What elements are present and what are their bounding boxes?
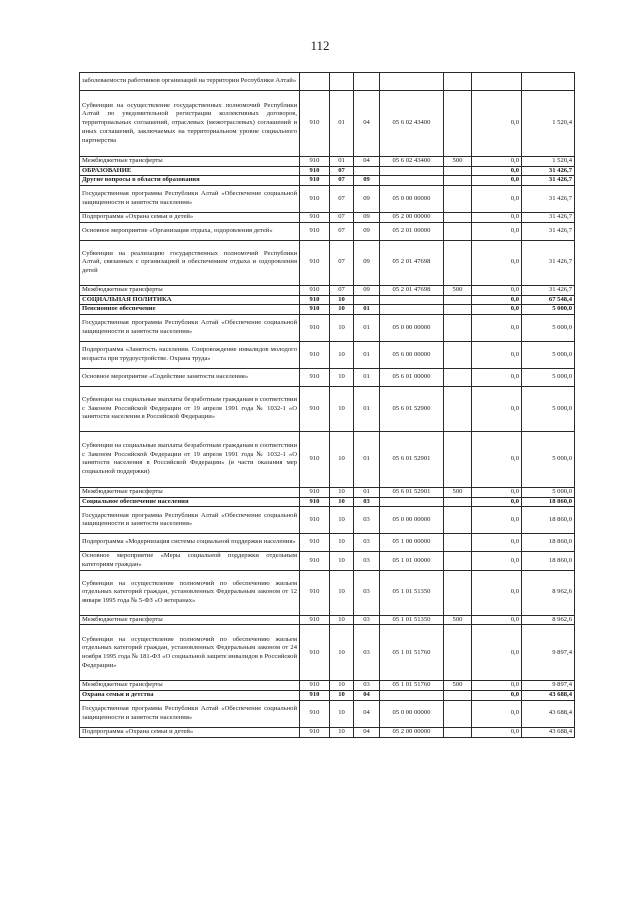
row-subsection-cell: 09 (354, 222, 380, 240)
row-section-cell: 10 (330, 497, 354, 507)
row-expense-type-cell (444, 727, 472, 737)
row-expense-type-cell: 500 (444, 681, 472, 691)
row-expense-type-cell (444, 186, 472, 213)
table-row (80, 285, 575, 295)
row-amount-1-cell: 0,0 (472, 497, 522, 507)
row-amount-1-cell: 0,0 (472, 295, 522, 305)
row-amount-2-cell: 5 000,0 (522, 341, 575, 368)
table-row (80, 507, 575, 534)
budget-table (79, 72, 575, 738)
row-amount-2-cell: 43 688,4 (522, 691, 575, 701)
row-expense-type-cell (444, 213, 472, 223)
row-target-article-cell: 05 1 00 00000 (380, 534, 444, 552)
row-expense-type-cell (444, 91, 472, 157)
row-ministry-cell: 910 (300, 222, 330, 240)
row-ministry-cell (300, 73, 330, 91)
row-subsection-cell: 09 (354, 240, 380, 285)
row-ministry-cell: 910 (300, 285, 330, 295)
row-section-cell: 10 (330, 341, 354, 368)
table-row (80, 727, 575, 737)
row-name-cell: Межбюджетные трансферты (80, 681, 300, 691)
row-amount-2-cell: 18 860,0 (522, 552, 575, 570)
row-section-cell: 01 (330, 91, 354, 157)
row-section-cell: 10 (330, 431, 354, 487)
row-name-cell: Межбюджетные трансферты (80, 487, 300, 497)
row-name-cell: Субвенции на осуществление государственных полномочий Республики Алтай по уведомительной регистрации коллективных договоров, территориальных соглашений, отраслевых (межотраслевых) соглашений и иных соглашений, заключаемых на территориальном уровне социального партнерства (80, 91, 300, 157)
row-section-cell (330, 73, 354, 91)
table-row (80, 570, 575, 615)
row-section-cell: 07 (330, 285, 354, 295)
row-name-cell: Субвенции на реализацию государственных полномочий Республики Алтай, связанных с организацией и обеспечением отдыха и оздоровления детей (80, 240, 300, 285)
table-row (80, 157, 575, 167)
table-row (80, 91, 575, 157)
row-amount-2-cell: 31 426,7 (522, 166, 575, 176)
row-amount-2-cell: 5 000,0 (522, 314, 575, 341)
row-section-cell: 01 (330, 157, 354, 167)
row-ministry-cell: 910 (300, 497, 330, 507)
row-target-article-cell (380, 73, 444, 91)
row-subsection-cell: 04 (354, 91, 380, 157)
row-target-article-cell (380, 166, 444, 176)
row-expense-type-cell (444, 431, 472, 487)
row-amount-2-cell: 31 426,7 (522, 240, 575, 285)
row-ministry-cell: 910 (300, 570, 330, 615)
row-amount-1-cell: 0,0 (472, 570, 522, 615)
row-amount-2-cell: 5 000,0 (522, 305, 575, 315)
row-expense-type-cell (444, 625, 472, 681)
table-row (80, 386, 575, 431)
row-ministry-cell: 910 (300, 157, 330, 167)
row-target-article-cell (380, 497, 444, 507)
table-row (80, 681, 575, 691)
row-amount-1-cell: 0,0 (472, 552, 522, 570)
table-row (80, 314, 575, 341)
row-name-cell: Пенсионное обеспечение (80, 305, 300, 315)
row-amount-1-cell: 0,0 (472, 157, 522, 167)
row-name-cell: Основное мероприятие «Содействие занятости населения» (80, 368, 300, 386)
row-ministry-cell: 910 (300, 534, 330, 552)
row-target-article-cell: 05 6 01 52901 (380, 431, 444, 487)
row-section-cell: 10 (330, 700, 354, 727)
row-ministry-cell: 910 (300, 615, 330, 625)
row-subsection-cell: 01 (354, 431, 380, 487)
table-row (80, 615, 575, 625)
row-subsection-cell: 01 (354, 305, 380, 315)
row-name-cell: Субвенции на социальные выплаты безработным гражданам в соответствии с Законом Российской Федерации от 19 апреля 1991 года № 1032-1 «О занятости населения в Российской Федерации» (в части оказания мер социальной поддержки) (80, 431, 300, 487)
table-row (80, 691, 575, 701)
row-subsection-cell: 04 (354, 700, 380, 727)
row-amount-2-cell: 5 000,0 (522, 431, 575, 487)
row-ministry-cell: 910 (300, 314, 330, 341)
row-section-cell: 10 (330, 552, 354, 570)
row-target-article-cell (380, 176, 444, 186)
row-subsection-cell: 01 (354, 487, 380, 497)
row-ministry-cell: 910 (300, 341, 330, 368)
row-amount-1-cell: 0,0 (472, 176, 522, 186)
row-name-cell: СОЦИАЛЬНАЯ ПОЛИТИКА (80, 295, 300, 305)
row-name-cell: Охрана семьи и детства (80, 691, 300, 701)
row-name-cell: Подпрограмма «Охрана семьи и детей» (80, 213, 300, 223)
row-section-cell: 07 (330, 166, 354, 176)
row-ministry-cell: 910 (300, 186, 330, 213)
row-target-article-cell: 05 1 01 51350 (380, 615, 444, 625)
row-amount-1-cell: 0,0 (472, 186, 522, 213)
row-name-cell: Подпрограмма «Модернизация системы социальной поддержки населения» (80, 534, 300, 552)
row-target-article-cell: 05 6 01 00000 (380, 368, 444, 386)
table-row (80, 176, 575, 186)
row-ministry-cell: 910 (300, 295, 330, 305)
row-subsection-cell: 04 (354, 691, 380, 701)
row-amount-1-cell: 0,0 (472, 507, 522, 534)
row-expense-type-cell (444, 295, 472, 305)
row-section-cell: 10 (330, 314, 354, 341)
row-subsection-cell: 03 (354, 625, 380, 681)
row-expense-type-cell (444, 240, 472, 285)
row-section-cell: 10 (330, 534, 354, 552)
row-expense-type-cell: 500 (444, 157, 472, 167)
row-amount-1-cell: 0,0 (472, 534, 522, 552)
row-name-cell: заболеваемости работников организаций на территории Республики Алтай» (80, 73, 300, 91)
row-target-article-cell: 05 2 01 47698 (380, 285, 444, 295)
row-expense-type-cell (444, 497, 472, 507)
row-amount-2-cell: 18 860,0 (522, 507, 575, 534)
row-amount-1-cell: 0,0 (472, 285, 522, 295)
row-amount-2-cell: 31 426,7 (522, 285, 575, 295)
row-name-cell: Государственная программа Республики Алтай «Обеспечение социальной защищенности и занятости населения» (80, 507, 300, 534)
table-row (80, 487, 575, 497)
row-amount-1-cell: 0,0 (472, 700, 522, 727)
row-amount-2-cell: 31 426,7 (522, 222, 575, 240)
row-name-cell: Подпрограмма «Занятость населения. Сопровождение инвалидов молодого возраста при трудоустройстве. Охрана труда» (80, 341, 300, 368)
row-amount-1-cell: 0,0 (472, 222, 522, 240)
row-name-cell: Государственная программа Республики Алтай «Обеспечение социальной защищенности и занятости населения» (80, 186, 300, 213)
row-ministry-cell: 910 (300, 552, 330, 570)
row-subsection-cell: 09 (354, 213, 380, 223)
row-subsection-cell: 09 (354, 186, 380, 213)
row-ministry-cell: 910 (300, 368, 330, 386)
row-ministry-cell: 910 (300, 507, 330, 534)
row-amount-2-cell: 5 000,0 (522, 487, 575, 497)
row-expense-type-cell (444, 507, 472, 534)
row-ministry-cell: 910 (300, 176, 330, 186)
table-row (80, 552, 575, 570)
row-expense-type-cell (444, 73, 472, 91)
row-subsection-cell: 03 (354, 615, 380, 625)
row-target-article-cell: 05 2 00 00000 (380, 213, 444, 223)
row-amount-1-cell (472, 73, 522, 91)
row-target-article-cell: 05 6 02 43400 (380, 91, 444, 157)
row-subsection-cell: 03 (354, 497, 380, 507)
row-section-cell: 07 (330, 240, 354, 285)
row-amount-2-cell: 9 897,4 (522, 625, 575, 681)
row-subsection-cell (354, 166, 380, 176)
row-section-cell: 10 (330, 681, 354, 691)
table-row (80, 240, 575, 285)
row-subsection-cell: 03 (354, 681, 380, 691)
row-amount-2-cell: 1 520,4 (522, 157, 575, 167)
row-expense-type-cell (444, 341, 472, 368)
row-amount-2-cell: 9 897,4 (522, 681, 575, 691)
row-target-article-cell (380, 295, 444, 305)
row-ministry-cell: 910 (300, 213, 330, 223)
row-amount-2-cell: 31 426,7 (522, 213, 575, 223)
row-section-cell: 10 (330, 625, 354, 681)
row-target-article-cell: 05 1 01 51760 (380, 625, 444, 681)
row-name-cell: ОБРАЗОВАНИЕ (80, 166, 300, 176)
row-expense-type-cell (444, 700, 472, 727)
row-amount-2-cell: 5 000,0 (522, 368, 575, 386)
row-target-article-cell: 05 0 00 00000 (380, 507, 444, 534)
row-amount-1-cell: 0,0 (472, 341, 522, 368)
row-subsection-cell: 03 (354, 570, 380, 615)
row-expense-type-cell (444, 222, 472, 240)
row-ministry-cell: 910 (300, 691, 330, 701)
row-amount-1-cell: 0,0 (472, 691, 522, 701)
row-target-article-cell: 05 0 00 00000 (380, 186, 444, 213)
table-row (80, 625, 575, 681)
row-amount-1-cell: 0,0 (472, 91, 522, 157)
row-name-cell: Субвенции на социальные выплаты безработным гражданам в соответствии с Законом Российской Федерации от 19 апреля 1991 года № 1032-1 «О занятости населения в Российской Федерации» (80, 386, 300, 431)
row-amount-2-cell: 43 688,4 (522, 700, 575, 727)
row-section-cell: 10 (330, 727, 354, 737)
row-expense-type-cell (444, 368, 472, 386)
row-section-cell: 10 (330, 386, 354, 431)
row-amount-1-cell: 0,0 (472, 431, 522, 487)
budget-table-body (80, 73, 575, 738)
row-name-cell: Социальное обеспечение населения (80, 497, 300, 507)
row-name-cell: Государственная программа Республики Алтай «Обеспечение социальной защищенности и занятости населения» (80, 700, 300, 727)
row-section-cell: 10 (330, 615, 354, 625)
row-subsection-cell: 03 (354, 507, 380, 534)
row-amount-1-cell: 0,0 (472, 314, 522, 341)
row-ministry-cell: 910 (300, 681, 330, 691)
row-subsection-cell: 01 (354, 314, 380, 341)
table-row (80, 341, 575, 368)
row-subsection-cell: 01 (354, 386, 380, 431)
row-target-article-cell: 05 6 01 52901 (380, 487, 444, 497)
row-target-article-cell: 05 6 01 52900 (380, 386, 444, 431)
row-subsection-cell: 09 (354, 176, 380, 186)
row-amount-1-cell: 0,0 (472, 681, 522, 691)
row-section-cell: 10 (330, 507, 354, 534)
table-row (80, 368, 575, 386)
row-amount-1-cell: 0,0 (472, 305, 522, 315)
table-row (80, 497, 575, 507)
row-amount-2-cell: 18 860,0 (522, 497, 575, 507)
row-subsection-cell (354, 295, 380, 305)
row-section-cell: 10 (330, 691, 354, 701)
row-section-cell: 07 (330, 176, 354, 186)
row-amount-2-cell: 8 962,6 (522, 570, 575, 615)
row-target-article-cell (380, 691, 444, 701)
row-section-cell: 10 (330, 368, 354, 386)
row-target-article-cell (380, 305, 444, 315)
row-amount-2-cell: 31 426,7 (522, 186, 575, 213)
row-subsection-cell: 04 (354, 727, 380, 737)
row-expense-type-cell (444, 166, 472, 176)
row-amount-1-cell: 0,0 (472, 487, 522, 497)
row-section-cell: 10 (330, 295, 354, 305)
row-amount-1-cell: 0,0 (472, 615, 522, 625)
page-number: 112 (310, 38, 330, 53)
row-name-cell: Другие вопросы в области образования (80, 176, 300, 186)
row-ministry-cell: 910 (300, 91, 330, 157)
row-amount-2-cell: 1 520,4 (522, 91, 575, 157)
row-subsection-cell: 03 (354, 552, 380, 570)
row-name-cell: Субвенции на осуществление полномочий по обеспечению жильем отдельных категорий граждан, установленных Федеральным законом от 12 января 1995 года № 5-ФЗ «О ветеранах» (80, 570, 300, 615)
table-row (80, 186, 575, 213)
table-row (80, 305, 575, 315)
row-subsection-cell: 01 (354, 368, 380, 386)
row-target-article-cell: 05 1 01 00000 (380, 552, 444, 570)
table-row (80, 73, 575, 91)
row-name-cell: Подпрограмма «Охрана семьи и детей» (80, 727, 300, 737)
table-row (80, 534, 575, 552)
row-amount-2-cell: 31 426,7 (522, 176, 575, 186)
row-target-article-cell: 05 2 01 00000 (380, 222, 444, 240)
row-ministry-cell: 910 (300, 431, 330, 487)
row-subsection-cell: 03 (354, 534, 380, 552)
table-row (80, 222, 575, 240)
row-amount-2-cell: 43 688,4 (522, 727, 575, 737)
row-expense-type-cell: 500 (444, 487, 472, 497)
row-expense-type-cell (444, 305, 472, 315)
row-ministry-cell: 910 (300, 700, 330, 727)
row-amount-1-cell: 0,0 (472, 727, 522, 737)
row-name-cell: Межбюджетные трансферты (80, 157, 300, 167)
row-ministry-cell: 910 (300, 386, 330, 431)
row-amount-1-cell: 0,0 (472, 368, 522, 386)
row-amount-2-cell (522, 73, 575, 91)
row-ministry-cell: 910 (300, 305, 330, 315)
row-ministry-cell: 910 (300, 625, 330, 681)
row-amount-1-cell: 0,0 (472, 213, 522, 223)
row-amount-1-cell: 0,0 (472, 166, 522, 176)
row-section-cell: 07 (330, 186, 354, 213)
table-row (80, 700, 575, 727)
row-subsection-cell (354, 73, 380, 91)
row-expense-type-cell (444, 176, 472, 186)
row-target-article-cell: 05 1 01 51350 (380, 570, 444, 615)
table-row (80, 213, 575, 223)
row-ministry-cell: 910 (300, 487, 330, 497)
row-subsection-cell: 04 (354, 157, 380, 167)
row-section-cell: 10 (330, 487, 354, 497)
row-target-article-cell: 05 2 01 47698 (380, 240, 444, 285)
table-row (80, 295, 575, 305)
row-amount-1-cell: 0,0 (472, 240, 522, 285)
row-expense-type-cell (444, 386, 472, 431)
row-amount-2-cell: 5 000,0 (522, 386, 575, 431)
row-target-article-cell: 05 6 02 43400 (380, 157, 444, 167)
row-name-cell: Субвенции на осуществление полномочий по обеспечению жильем отдельных категорий граждан, установленных Федеральным законом от 24 ноября 1995 года № 181-ФЗ «О социальной защите инвалидов в Российской Федерации» (80, 625, 300, 681)
row-target-article-cell: 05 6 00 00000 (380, 341, 444, 368)
row-section-cell: 10 (330, 305, 354, 315)
row-expense-type-cell (444, 691, 472, 701)
row-name-cell: Межбюджетные трансферты (80, 285, 300, 295)
row-target-article-cell: 05 0 00 00000 (380, 314, 444, 341)
row-amount-2-cell: 67 548,4 (522, 295, 575, 305)
row-section-cell: 07 (330, 213, 354, 223)
row-ministry-cell: 910 (300, 166, 330, 176)
row-ministry-cell: 910 (300, 727, 330, 737)
table-row (80, 166, 575, 176)
row-name-cell: Государственная программа Республики Алтай «Обеспечение социальной защищенности и занятости населения» (80, 314, 300, 341)
row-amount-1-cell: 0,0 (472, 625, 522, 681)
row-subsection-cell: 01 (354, 341, 380, 368)
table-row (80, 431, 575, 487)
row-expense-type-cell (444, 552, 472, 570)
row-amount-2-cell: 8 962,6 (522, 615, 575, 625)
row-ministry-cell: 910 (300, 240, 330, 285)
row-expense-type-cell (444, 314, 472, 341)
row-section-cell: 07 (330, 222, 354, 240)
row-target-article-cell: 05 0 00 00000 (380, 700, 444, 727)
row-target-article-cell: 05 1 01 51760 (380, 681, 444, 691)
row-expense-type-cell (444, 534, 472, 552)
row-target-article-cell: 05 2 00 00000 (380, 727, 444, 737)
row-section-cell: 10 (330, 570, 354, 615)
row-amount-1-cell: 0,0 (472, 386, 522, 431)
row-subsection-cell: 09 (354, 285, 380, 295)
row-expense-type-cell: 500 (444, 285, 472, 295)
row-expense-type-cell (444, 570, 472, 615)
row-name-cell: Межбюджетные трансферты (80, 615, 300, 625)
row-name-cell: Основное мероприятие «Меры социальной поддержки отдельным категориям граждан» (80, 552, 300, 570)
row-name-cell: Основное мероприятие «Организация отдыха, оздоровления детей» (80, 222, 300, 240)
row-expense-type-cell: 500 (444, 615, 472, 625)
row-amount-2-cell: 18 860,0 (522, 534, 575, 552)
